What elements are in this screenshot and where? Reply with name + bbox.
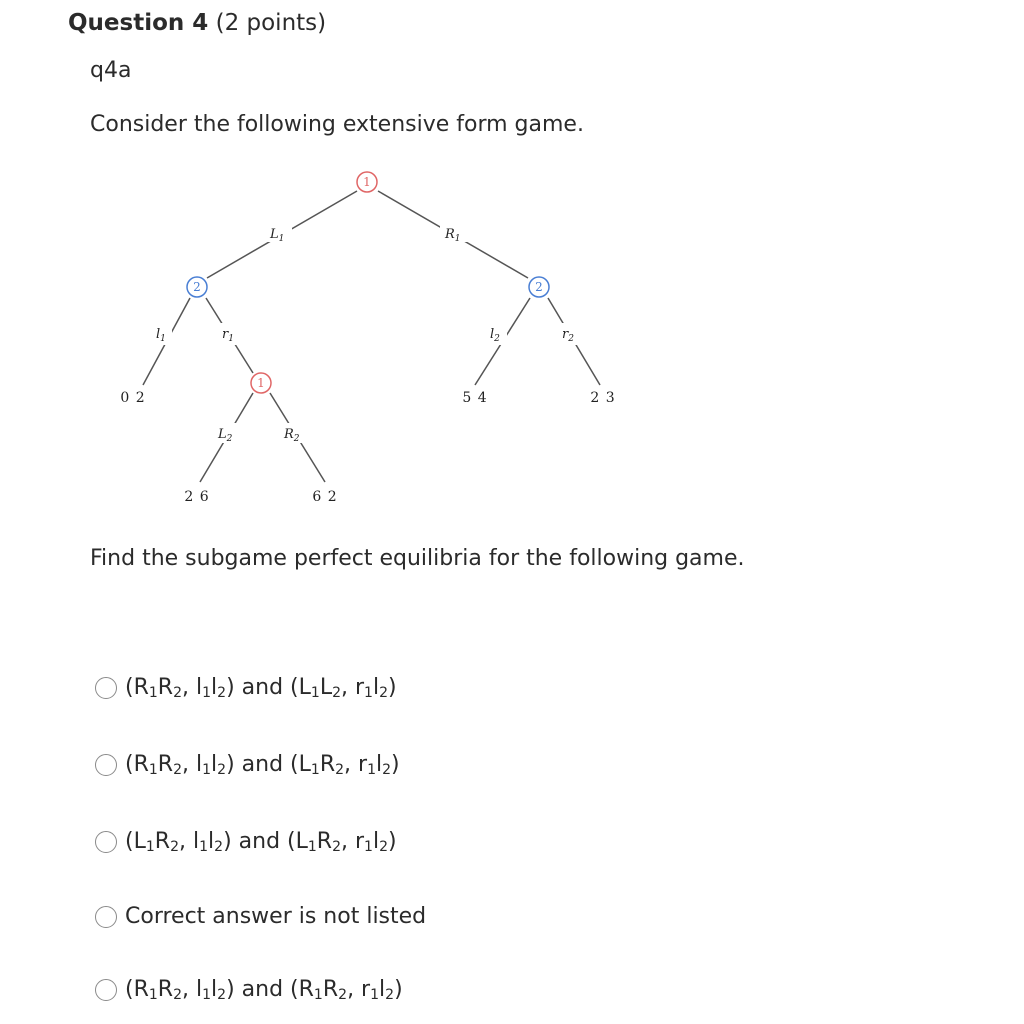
svg-text:2: 2 [535,280,543,294]
radio-button[interactable] [95,906,117,928]
radio-button[interactable] [95,677,117,699]
answer-option-5[interactable] [95,977,403,1002]
game-tree-diagram [0,160,700,520]
answer-option-2[interactable] [95,752,400,777]
node-left-player2 [187,277,207,297]
payoff-0-2: 0 2 [120,390,146,406]
answer-option-1[interactable] [95,675,397,700]
svg-text:1: 1 [363,175,371,189]
radio-button[interactable] [95,979,117,1001]
answer-option-label: ($L_1R_2$, $l_1l_2$) and ($L_1R_2$, $r_1l_2$) [125,829,397,855]
edge-label-l2: $l_2$ [490,327,500,344]
answer-option-label: Correct answer is not listed [125,904,427,929]
question-title: Question 4 [68,10,209,36]
svg-text:1: 1 [257,376,265,390]
payoff-5-4: 5 4 [462,390,488,406]
edge-label-L1: $L_1$ [270,227,285,244]
answer-option-label: ($R_1R_2$, $l_1l_2$) and ($L_1R_2$, $r_1l_2$) [125,752,400,778]
edge-label-L2: $L_2$ [218,427,233,444]
question-label: q4a [90,58,132,83]
question-prompt: Find the subgame perfect equilibria for the following game. [90,546,745,571]
question-header [68,10,326,36]
payoff-6-2: 6 2 [312,489,338,505]
answer-option-label: ($R_1R_2$, $l_1l_2$) and ($R_1R_2$, $r_1l_2$) [125,977,403,1003]
edge-label-r1: $r_1$ [222,327,234,344]
svg-text:2: 2 [193,280,201,294]
radio-button[interactable] [95,754,117,776]
question-intro: Consider the following extensive form game. [90,112,584,137]
payoff-2-3: 2 3 [590,390,616,406]
payoff-2-6: 2 6 [184,489,210,505]
radio-button[interactable] [95,831,117,853]
edge-label-r2: $r_2$ [562,327,574,344]
node-mid-player1 [251,373,271,393]
question-points: (2 points) [215,10,327,36]
answer-option-4[interactable] [95,904,426,929]
edge-label-l1: $l_1$ [156,327,166,344]
node-root [357,172,377,192]
node-right-player2 [529,277,549,297]
edge-label-R2: $R_2$ [284,427,300,444]
edge-label-R1: $R_1$ [445,227,461,244]
answer-option-3[interactable] [95,829,397,854]
answer-option-label: ($R_1R_2$, $l_1l_2$) and ($L_1L_2$, $r_1l_2$) [125,675,397,701]
